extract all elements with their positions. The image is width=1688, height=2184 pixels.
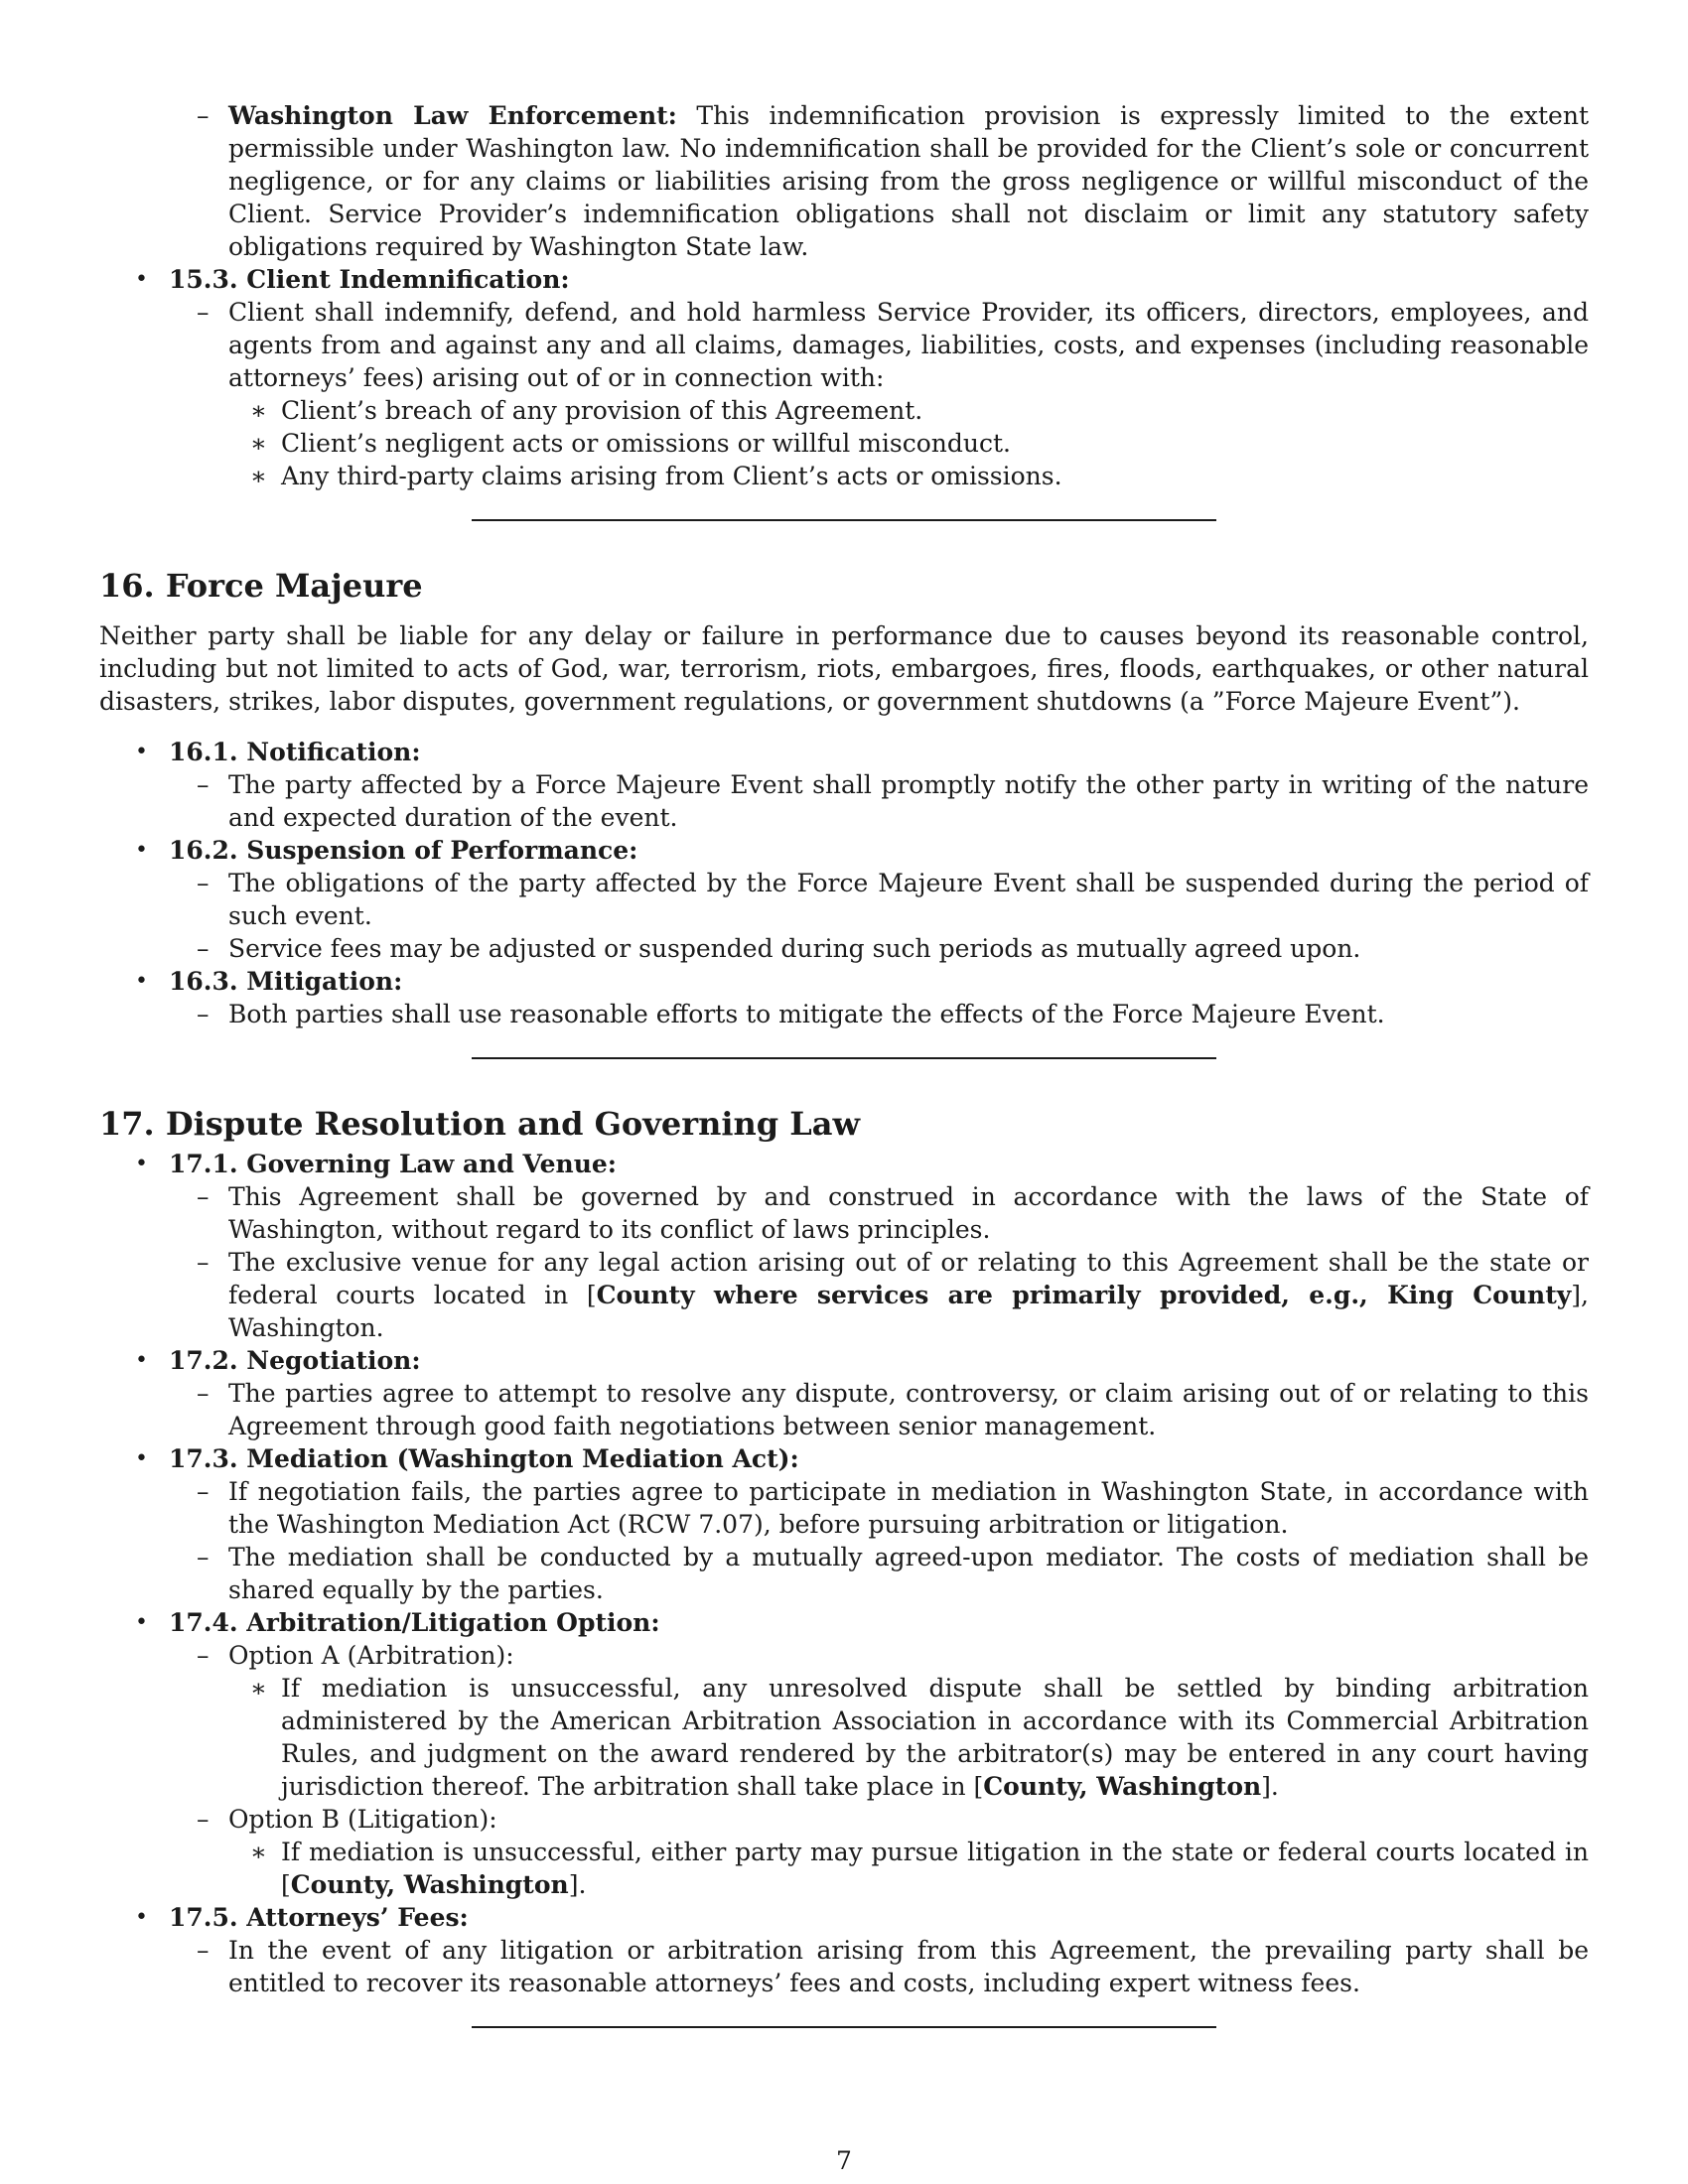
- section-17-2-heading: • 17.2. Negotiation:: [99, 1344, 1589, 1377]
- section-17-4-heading: • 17.4. Arbitration/Litigation Option:: [99, 1606, 1589, 1639]
- section-16-intro: Neither party shall be liable for any delay or failure in performance due to causes beyond its reasonable control, including but not limited to acts of God, war, terrorism, riots, embargoes, fires, floods, earthquakes, or other natural disasters, strikes, labor disputes, government regulations, or government shutdowns (a ”Force Majeure Event”).: [99, 621, 1589, 716]
- section-17-5-heading: • 17.5. Attorneys’ Fees:: [99, 1901, 1589, 1934]
- section-15-3-text: – Client shall indemnify, defend, and hold harmless Service Provider, its officers, directors, employees, and agents from and against any and all claims, damages, liabilities, costs, and expenses (including reasonable attorneys’ fees) arising out of or in connection with:: [99, 296, 1589, 394]
- section-divider: [472, 2026, 1216, 2028]
- section-17-1-heading: • 17.1. Governing Law and Venue:: [99, 1148, 1589, 1180]
- section-16-3-text: – Both parties shall use reasonable efforts to mitigate the effects of the Force Majeure Event.: [99, 998, 1589, 1030]
- section-17-1-text-2: – The exclusive venue for any legal action arising out of or relating to this Agreement shall be the state or federal courts located in [County where services are primarily provided, e.g., King County], Washington.: [99, 1246, 1589, 1344]
- section-17-3-heading: • 17.3. Mediation (Washington Mediation Act):: [99, 1442, 1589, 1475]
- option-a-label: – Option A (Arbitration):: [99, 1639, 1589, 1672]
- section-16-2-heading: • 16.2. Suspension of Performance:: [99, 834, 1589, 867]
- section-16-1-text: – The party affected by a Force Majeure Event shall promptly notify the other party in writing of the nature and expected duration of the event.: [99, 768, 1589, 834]
- document-page: [99, 99, 1589, 2028]
- option-b-text: ∗ If mediation is unsuccessful, either party may pursue litigation in the state or federal courts located in [County, Washington].: [99, 1836, 1589, 1901]
- list-item: ∗ Any third-party claims arising from Client’s acts or omissions.: [99, 460, 1589, 492]
- page-number: 7: [836, 2146, 852, 2175]
- list-item: ∗ Client’s negligent acts or omissions or willful misconduct.: [99, 427, 1589, 460]
- section-17-1-text-1: – This Agreement shall be governed by and construed in accordance with the laws of the State of Washington, without regard to its conflict of laws principles.: [99, 1180, 1589, 1246]
- section-16-2-text-1: – The obligations of the party affected by the Force Majeure Event shall be suspended during the period of such event.: [99, 867, 1589, 932]
- list-item: ∗ Client’s breach of any provision of this Agreement.: [99, 394, 1589, 427]
- section-17-3-text-1: – If negotiation fails, the parties agree to participate in mediation in Washington State, in accordance with the Washington Mediation Act (RCW 7.07), before pursuing arbitration or litigation.: [99, 1475, 1589, 1541]
- section-16-heading: 16. Force Majeure: [99, 567, 423, 605]
- wle-label: Washington Law Enforcement:: [228, 101, 677, 130]
- section-16-2-text-2: – Service fees may be adjusted or suspended during such periods as mutually agreed upon.: [99, 932, 1589, 965]
- section-17-2-text: – The parties agree to attempt to resolve any dispute, controversy, or claim arising out of or relating to this Agreement through good faith negotiations between senior management.: [99, 1377, 1589, 1442]
- wle-text: This indemnification provision is expressly limited to the extent permissible under Washington law. No indemnification shall be provided for the Client’s sole or concurrent negligence, or for any claims or liabilities arising from the gross negligence or willful misconduct of the Client. Service Provider’s indemnification obligations shall not disclaim or limit any statutory safety obligations required by Washington State law.: [228, 101, 1589, 261]
- section-15-3-heading: • 15.3. Client Indemnification:: [99, 263, 1589, 296]
- option-a-text: ∗ If mediation is unsuccessful, any unresolved dispute shall be settled by binding arbitration administered by the American Arbitration Association in accordance with its Commercial Arbitration Rules, and judgment on the award rendered by the arbitrator(s) may be entered in any court having jurisdiction thereof. The arbitration shall take place in [County, Washington].: [99, 1672, 1589, 1803]
- section-16-3-heading: • 16.3. Mitigation:: [99, 965, 1589, 998]
- section-17-5-text: – In the event of any litigation or arbitration arising from this Agreement, the prevailing party shall be entitled to recover its reasonable attorneys’ fees and costs, including expert witness fees.: [99, 1934, 1589, 1999]
- section-17-3-text-2: – The mediation shall be conducted by a mutually agreed-upon mediator. The costs of mediation shall be shared equally by the parties.: [99, 1541, 1589, 1606]
- option-b-label: – Option B (Litigation):: [99, 1803, 1589, 1836]
- section-16-1-heading: • 16.1. Notification:: [99, 736, 1589, 768]
- section-17-heading: 17. Dispute Resolution and Governing Law: [99, 1105, 861, 1143]
- washington-law-enforcement-item: [99, 99, 1589, 263]
